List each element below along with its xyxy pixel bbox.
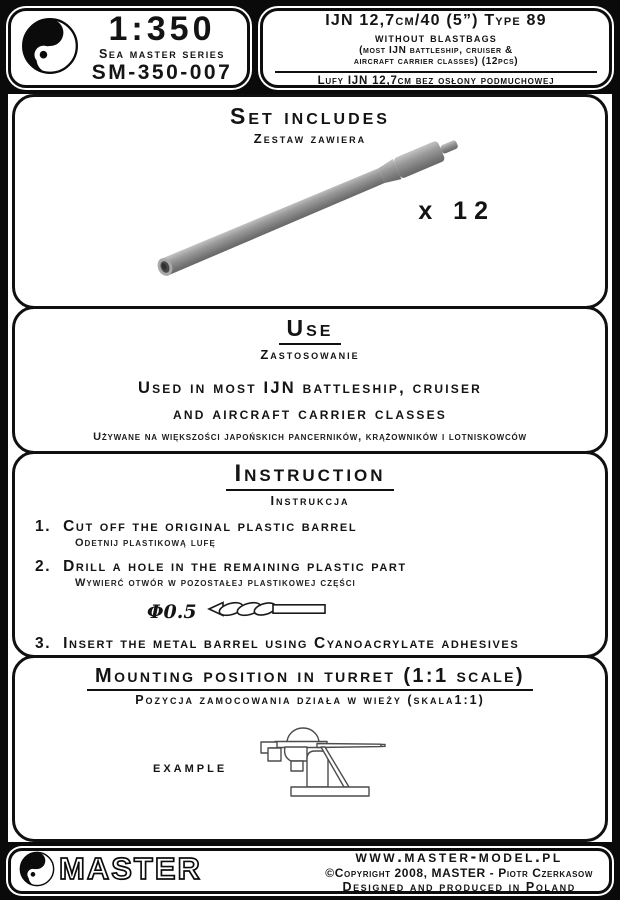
metal-barrel-render (45, 132, 585, 302)
drill-diameter-label: Φ0.5 (147, 600, 197, 623)
instruction-subtitle: Instrukcja (270, 493, 350, 508)
instruction-step-1 (35, 518, 591, 549)
step-text-pl: Wywierć otwór w pozostałej plastikowej części (75, 577, 356, 589)
use-title: Use (279, 317, 342, 345)
mounting-title: Mounting position in turret (1:1 scale) (87, 666, 533, 691)
step-text-en: Drill a hole in the remaining plastic part (63, 558, 407, 575)
master-wave-logo-icon (21, 17, 79, 80)
set-includes-subtitle: Zestaw zawiera (253, 131, 367, 146)
main-body (8, 94, 612, 842)
product-title-polish: Lufy IJN 12,7cm bez osłony podmuchowej (317, 74, 555, 87)
product-subtitle: without blastbags (374, 29, 497, 45)
product-classes-line1: (most IJN battleship, cruiser & (359, 44, 513, 56)
product-title-box (260, 8, 612, 88)
use-line2: and aircraft carrier classes (172, 404, 448, 423)
step-number: 2. (35, 558, 52, 575)
brand-box (8, 8, 250, 88)
product-title: IJN 12,7cm/40 (5”) Type 89 (325, 11, 547, 29)
drill-bit-drawing-icon (207, 598, 327, 625)
use-subtitle: Zastosowanie (260, 347, 360, 362)
section-mounting-position (12, 655, 608, 842)
footer-website: www.master-model.pl (355, 848, 563, 867)
brand-text (85, 12, 239, 84)
step-number: 1. (35, 518, 52, 535)
instruction-title: Instruction (226, 462, 393, 491)
step-number: 3. (35, 635, 52, 652)
mounting-subtitle: Pozycja zamocowania działa w wieży (skala1:1) (135, 693, 485, 707)
footer-copyright: ©Copyright 2008, MASTER - Piotr Czerkasow (325, 865, 593, 880)
brand-product-code: SM-350-007 (91, 60, 233, 84)
use-polish: Używane na większości japońskich pancerników, krążowników i lotniskowców (93, 431, 527, 444)
product-classes-line2: aircraft carrier classes) (12pcs) (353, 56, 519, 67)
step-text-pl: Odetnij plastikową lufę (75, 537, 216, 549)
brand-scale: 1:350 (108, 10, 216, 49)
footer-made-in: Designed and produced in Poland (342, 879, 576, 894)
set-includes-title: Set includes (230, 103, 390, 129)
quantity-label: x 12 (418, 197, 495, 225)
section-use (12, 306, 608, 454)
use-line1: Used in most IJN battleship, cruiser (137, 379, 483, 397)
turret-side-drawing-icon (255, 723, 415, 808)
step-text-en: Cut off the original plastic barrel (63, 518, 358, 535)
example-label: example (153, 759, 228, 776)
footer-brand-wordmark (59, 850, 259, 893)
header (8, 8, 612, 88)
section-set-includes (12, 94, 608, 309)
master-wave-logo-icon (19, 851, 55, 892)
brand-series: Sea master series (99, 46, 225, 61)
section-instruction (12, 451, 608, 658)
footer (8, 848, 612, 894)
instruction-step-2 (35, 558, 591, 589)
title-divider (275, 71, 597, 73)
step-text-en: Insert the metal barrel using Cyanoacrylate adhesives (63, 635, 520, 652)
footer-brand-text: MASTER (59, 850, 202, 886)
drill-diagram-row (147, 598, 591, 625)
